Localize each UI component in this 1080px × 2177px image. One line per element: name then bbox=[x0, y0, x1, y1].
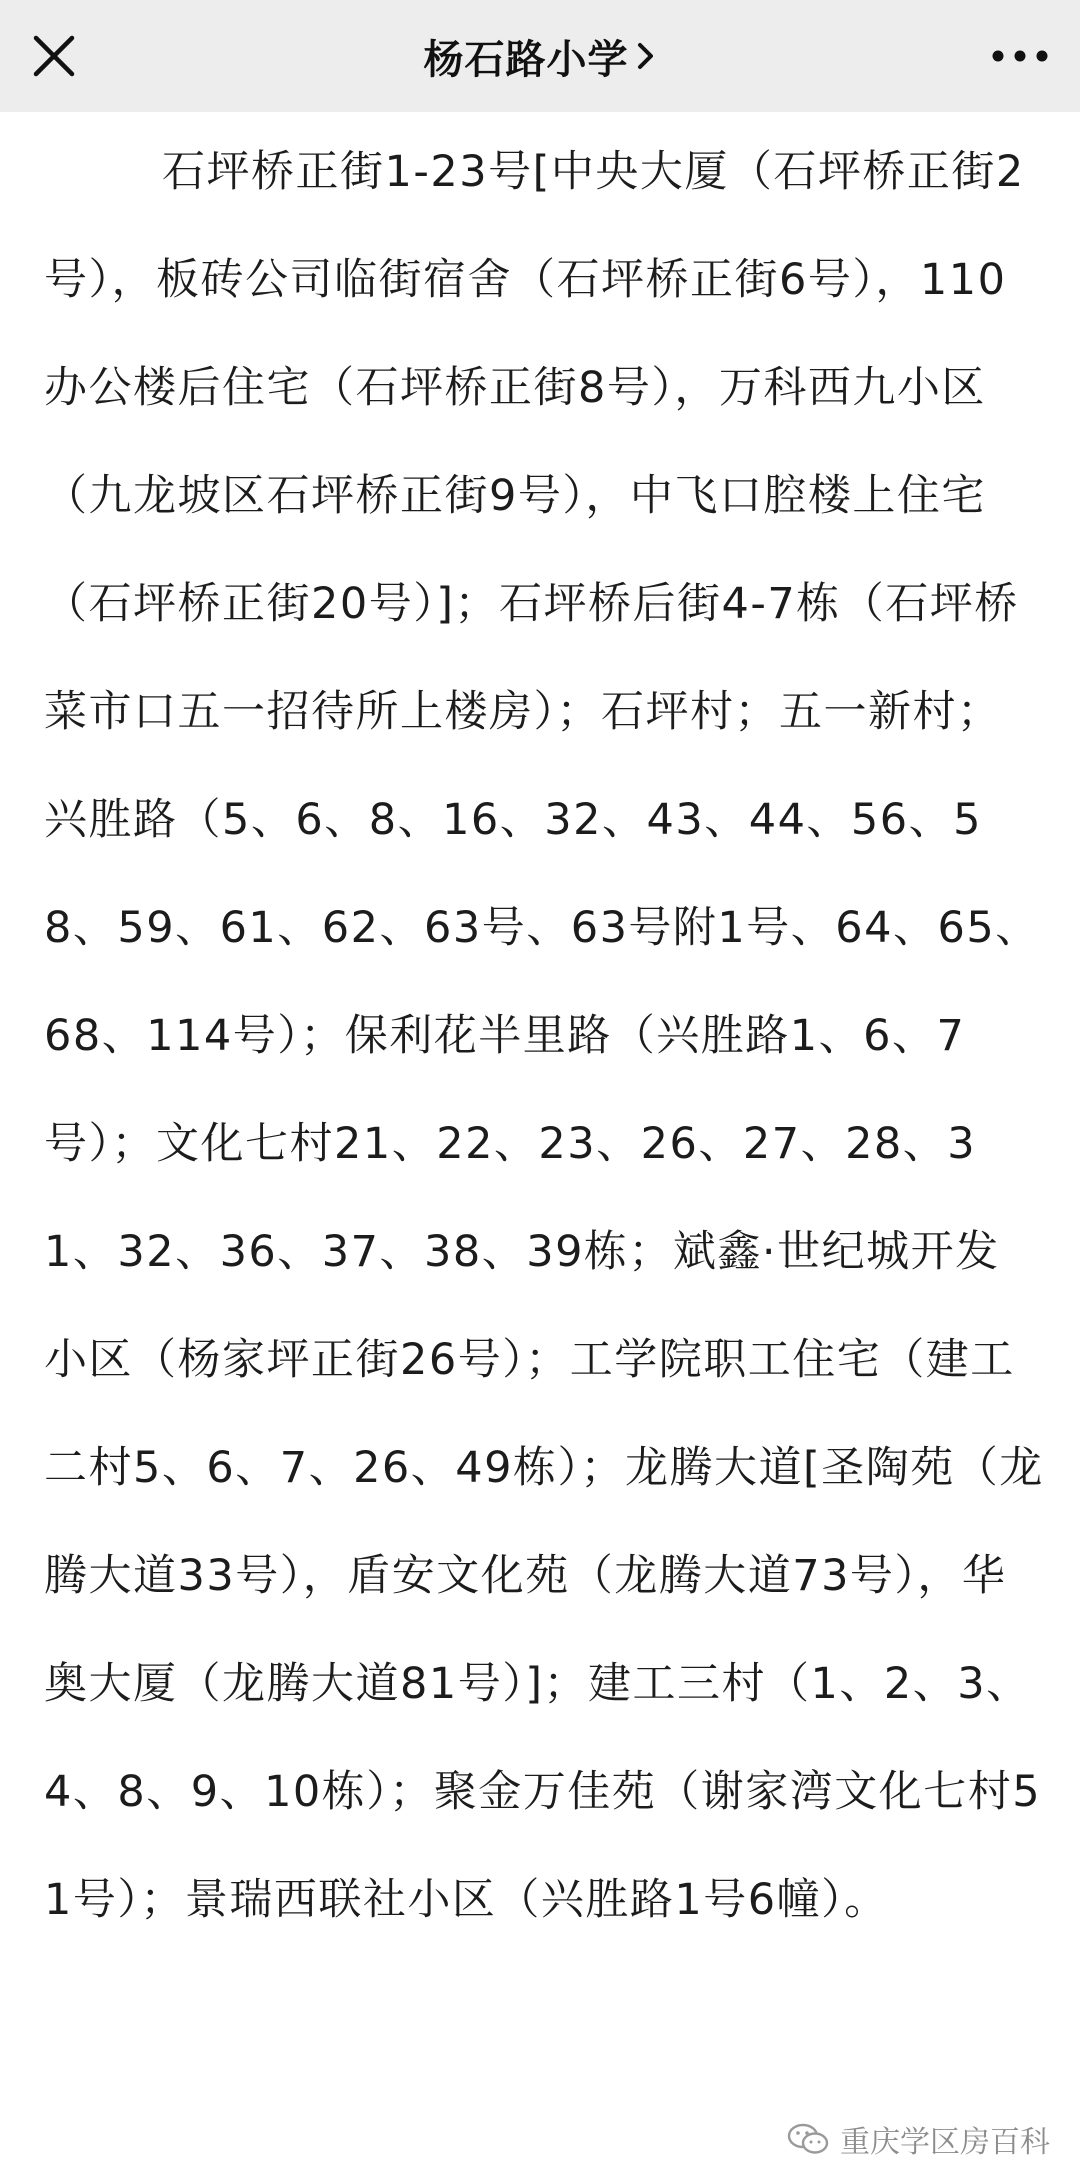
more-horizontal-icon bbox=[988, 36, 1052, 76]
page-title: 杨石路小学 bbox=[423, 36, 629, 83]
close-icon bbox=[28, 30, 80, 82]
article-content bbox=[44, 140, 1044, 1954]
watermark-text: 重庆学区房百科 bbox=[840, 2125, 1050, 2160]
title-area bbox=[0, 0, 1080, 112]
wechat-icon bbox=[786, 2121, 830, 2157]
account-title-link[interactable] bbox=[424, 28, 657, 85]
close-button[interactable] bbox=[28, 30, 80, 82]
more-button[interactable] bbox=[988, 36, 1052, 76]
top-bar bbox=[0, 0, 1080, 112]
watermark bbox=[786, 2117, 1050, 2161]
chevron-right-icon bbox=[635, 39, 657, 73]
article-paragraph: 石坪桥正街1-23号[中央大厦（石坪桥正街2号），板砖公司临街宿舍（石坪桥正街6号），110办公楼后住宅（石坪桥正街8号），万科西九小区（九龙坡区石坪桥正街9号），中飞口腔楼上住宅（石坪桥正街20号）]；石坪桥后街4-7栋（石坪桥菜市口五一招待所上楼房）；石坪村；五一新村；兴胜路（5、6、8、16、32、43、44、56、58、59、61、62、63号、63号附1号、64、65、68、114号）；保利花半里路（兴胜路1、6、7号）；文化七村21、22、23、26、27、28、31、32、36、37、38、39栋；斌鑫·世纪城开发小区（杨家坪正街26号）；工学院职工住宅（建工二村5、6、7、26、49栋）；龙腾大道[圣陶苑（龙腾大道33号），盾安文化苑（龙腾大道73号），华奥大厦（龙腾大道81号）]；建工三村（1、2、3、4、8、9、10栋）；聚金万佳苑（谢家湾文化七村51号）；景瑞西联社小区（兴胜路1号6幢）。 bbox=[44, 147, 1044, 1925]
